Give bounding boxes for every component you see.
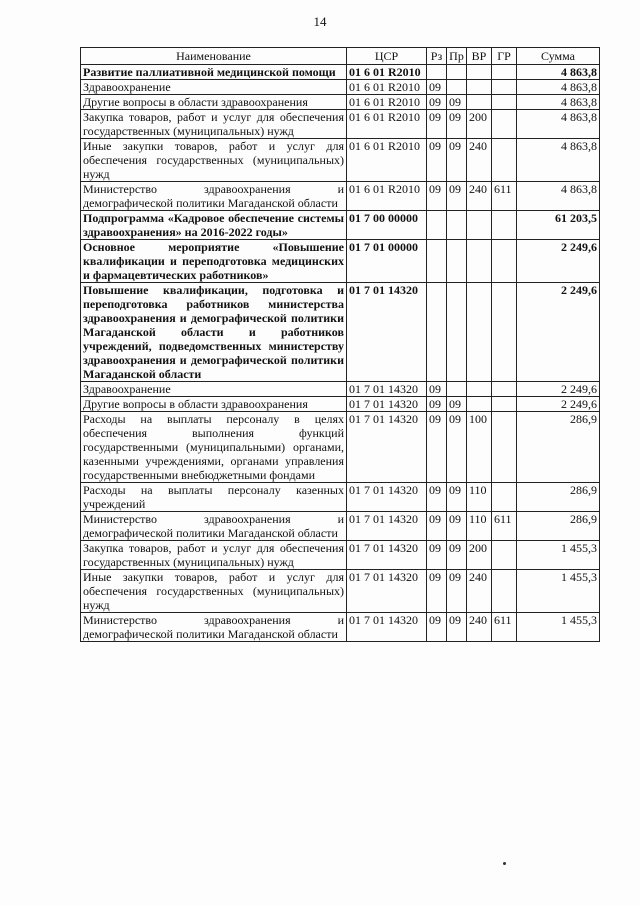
cell-name: Подпрограмма «Кадровое обеспечение системы здравоохранения» на 2016-2022 годы» <box>81 211 347 240</box>
cell-rz <box>427 240 447 283</box>
cell-gr: 611 <box>492 613 517 642</box>
cell-sum: 1 455,3 <box>517 541 600 570</box>
cell-csr: 01 7 01 14320 <box>347 412 427 483</box>
cell-vr: 240 <box>467 570 492 613</box>
cell-name: Развитие паллиативной медицинской помощи <box>81 65 347 80</box>
cell-csr: 01 7 01 00000 <box>347 240 427 283</box>
table-row <box>81 397 600 412</box>
table-row <box>81 570 600 613</box>
cell-pr <box>447 382 467 397</box>
cell-csr: 01 6 01 R2010 <box>347 110 427 139</box>
cell-vr: 200 <box>467 110 492 139</box>
cell-rz <box>427 211 447 240</box>
cell-sum: 4 863,8 <box>517 95 600 110</box>
cell-rz <box>427 65 447 80</box>
table-row <box>81 80 600 95</box>
cell-rz: 09 <box>427 512 447 541</box>
cell-pr: 09 <box>447 512 467 541</box>
table-row <box>81 283 600 382</box>
cell-gr: 611 <box>492 512 517 541</box>
table-row <box>81 65 600 80</box>
cell-csr: 01 7 01 14320 <box>347 397 427 412</box>
cell-rz: 09 <box>427 613 447 642</box>
cell-csr: 01 7 01 14320 <box>347 483 427 512</box>
cell-sum: 61 203,5 <box>517 211 600 240</box>
cell-gr <box>492 95 517 110</box>
cell-pr: 09 <box>447 570 467 613</box>
cell-vr <box>467 95 492 110</box>
col-header-csr: ЦСР <box>347 48 427 65</box>
col-header-name: Наименование <box>81 48 347 65</box>
cell-vr <box>467 240 492 283</box>
cell-sum: 286,9 <box>517 412 600 483</box>
cell-gr <box>492 541 517 570</box>
cell-pr <box>447 211 467 240</box>
cell-rz <box>427 283 447 382</box>
table-row <box>81 541 600 570</box>
cell-vr <box>467 283 492 382</box>
cell-gr <box>492 483 517 512</box>
cell-pr: 09 <box>447 483 467 512</box>
cell-gr <box>492 65 517 80</box>
cell-name: Закупка товаров, работ и услуг для обеспечения государственных (муниципальных) нужд <box>81 110 347 139</box>
cell-pr: 09 <box>447 541 467 570</box>
col-header-vr: ВР <box>467 48 492 65</box>
table-row <box>81 483 600 512</box>
cell-name: Иные закупки товаров, работ и услуг для обеспечения государственных (муниципальных) нужд <box>81 139 347 182</box>
cell-csr: 01 7 00 00000 <box>347 211 427 240</box>
cell-vr: 240 <box>467 182 492 211</box>
cell-sum: 1 455,3 <box>517 570 600 613</box>
cell-csr: 01 6 01 R2010 <box>347 182 427 211</box>
cell-pr: 09 <box>447 412 467 483</box>
cell-gr <box>492 80 517 95</box>
cell-gr <box>492 397 517 412</box>
table-row <box>81 613 600 642</box>
cell-pr <box>447 80 467 95</box>
cell-gr <box>492 240 517 283</box>
cell-rz: 09 <box>427 412 447 483</box>
cell-gr <box>492 570 517 613</box>
col-header-sum: Сумма <box>517 48 600 65</box>
cell-vr <box>467 65 492 80</box>
table-body <box>81 65 600 642</box>
cell-csr: 01 6 01 R2010 <box>347 80 427 95</box>
cell-csr: 01 7 01 14320 <box>347 541 427 570</box>
cell-sum: 2 249,6 <box>517 382 600 397</box>
scan-dot-mark <box>503 862 506 865</box>
cell-pr <box>447 65 467 80</box>
cell-pr <box>447 283 467 382</box>
cell-vr: 240 <box>467 613 492 642</box>
cell-csr: 01 6 01 R2010 <box>347 139 427 182</box>
cell-sum: 286,9 <box>517 483 600 512</box>
cell-pr: 09 <box>447 613 467 642</box>
table-row <box>81 412 600 483</box>
cell-csr: 01 6 01 R2010 <box>347 65 427 80</box>
table-row <box>81 95 600 110</box>
cell-gr <box>492 110 517 139</box>
cell-name: Расходы на выплаты персоналу казенных учреждений <box>81 483 347 512</box>
cell-name: Министерство здравоохранения и демографической политики Магаданской области <box>81 613 347 642</box>
cell-gr <box>492 283 517 382</box>
cell-name: Иные закупки товаров, работ и услуг для обеспечения государственных (муниципальных) нужд <box>81 570 347 613</box>
cell-pr: 09 <box>447 110 467 139</box>
cell-gr <box>492 139 517 182</box>
cell-csr: 01 7 01 14320 <box>347 613 427 642</box>
cell-vr: 200 <box>467 541 492 570</box>
table-row <box>81 110 600 139</box>
cell-name: Министерство здравоохранения и демографической политики Магаданской области <box>81 182 347 211</box>
cell-gr <box>492 412 517 483</box>
table-row <box>81 182 600 211</box>
col-header-gr: ГР <box>492 48 517 65</box>
table-row <box>81 382 600 397</box>
cell-pr: 09 <box>447 182 467 211</box>
cell-vr: 100 <box>467 412 492 483</box>
cell-csr: 01 7 01 14320 <box>347 570 427 613</box>
cell-vr: 110 <box>467 483 492 512</box>
cell-pr: 09 <box>447 397 467 412</box>
col-header-rz: Рз <box>427 48 447 65</box>
budget-table <box>80 47 600 642</box>
cell-name: Министерство здравоохранения и демографической политики Магаданской области <box>81 512 347 541</box>
table-row <box>81 240 600 283</box>
cell-gr: 611 <box>492 182 517 211</box>
cell-name: Здравоохранение <box>81 382 347 397</box>
cell-pr <box>447 240 467 283</box>
table-row <box>81 512 600 541</box>
cell-gr <box>492 382 517 397</box>
cell-pr: 09 <box>447 139 467 182</box>
cell-sum: 2 249,6 <box>517 240 600 283</box>
cell-sum: 4 863,8 <box>517 110 600 139</box>
cell-sum: 4 863,8 <box>517 182 600 211</box>
cell-sum: 1 455,3 <box>517 613 600 642</box>
cell-vr <box>467 80 492 95</box>
cell-csr: 01 7 01 14320 <box>347 283 427 382</box>
cell-rz: 09 <box>427 80 447 95</box>
cell-pr: 09 <box>447 95 467 110</box>
cell-rz: 09 <box>427 397 447 412</box>
cell-rz: 09 <box>427 95 447 110</box>
cell-rz: 09 <box>427 139 447 182</box>
cell-sum: 2 249,6 <box>517 397 600 412</box>
cell-rz: 09 <box>427 110 447 139</box>
cell-sum: 4 863,8 <box>517 139 600 182</box>
cell-sum: 2 249,6 <box>517 283 600 382</box>
col-header-pr: Пр <box>447 48 467 65</box>
cell-name: Основное мероприятие «Повышение квалификации и переподготовка медицинских и фармацевтических работников» <box>81 240 347 283</box>
cell-vr <box>467 211 492 240</box>
cell-vr <box>467 382 492 397</box>
cell-gr <box>492 211 517 240</box>
cell-csr: 01 6 01 R2010 <box>347 95 427 110</box>
cell-vr: 240 <box>467 139 492 182</box>
page-number: 14 <box>313 14 327 29</box>
cell-name: Расходы на выплаты персоналу в целях обеспечения выполнения функций государственными (муниципальными) органами, казенными учреждениями, органами управления государственными внебюджетными фондами <box>81 412 347 483</box>
cell-sum: 286,9 <box>517 512 600 541</box>
cell-name: Закупка товаров, работ и услуг для обеспечения государственных (муниципальных) нужд <box>81 541 347 570</box>
cell-name: Повышение квалификации, подготовка и переподготовка работников министерства здравоохранения и демографической политики Магаданской области и работников учреждений, подведомственных министерству здравоохранения и демографической политики Магаданской области <box>81 283 347 382</box>
cell-vr: 110 <box>467 512 492 541</box>
cell-name: Другие вопросы в области здравоохранения <box>81 397 347 412</box>
cell-rz: 09 <box>427 382 447 397</box>
cell-sum: 4 863,8 <box>517 65 600 80</box>
table-row <box>81 139 600 182</box>
cell-vr <box>467 397 492 412</box>
cell-rz: 09 <box>427 541 447 570</box>
table-header-row <box>81 48 600 65</box>
cell-rz: 09 <box>427 182 447 211</box>
cell-csr: 01 7 01 14320 <box>347 382 427 397</box>
cell-name: Здравоохранение <box>81 80 347 95</box>
cell-rz: 09 <box>427 570 447 613</box>
cell-rz: 09 <box>427 483 447 512</box>
table-row <box>81 211 600 240</box>
cell-csr: 01 7 01 14320 <box>347 512 427 541</box>
cell-name: Другие вопросы в области здравоохранения <box>81 95 347 110</box>
cell-sum: 4 863,8 <box>517 80 600 95</box>
